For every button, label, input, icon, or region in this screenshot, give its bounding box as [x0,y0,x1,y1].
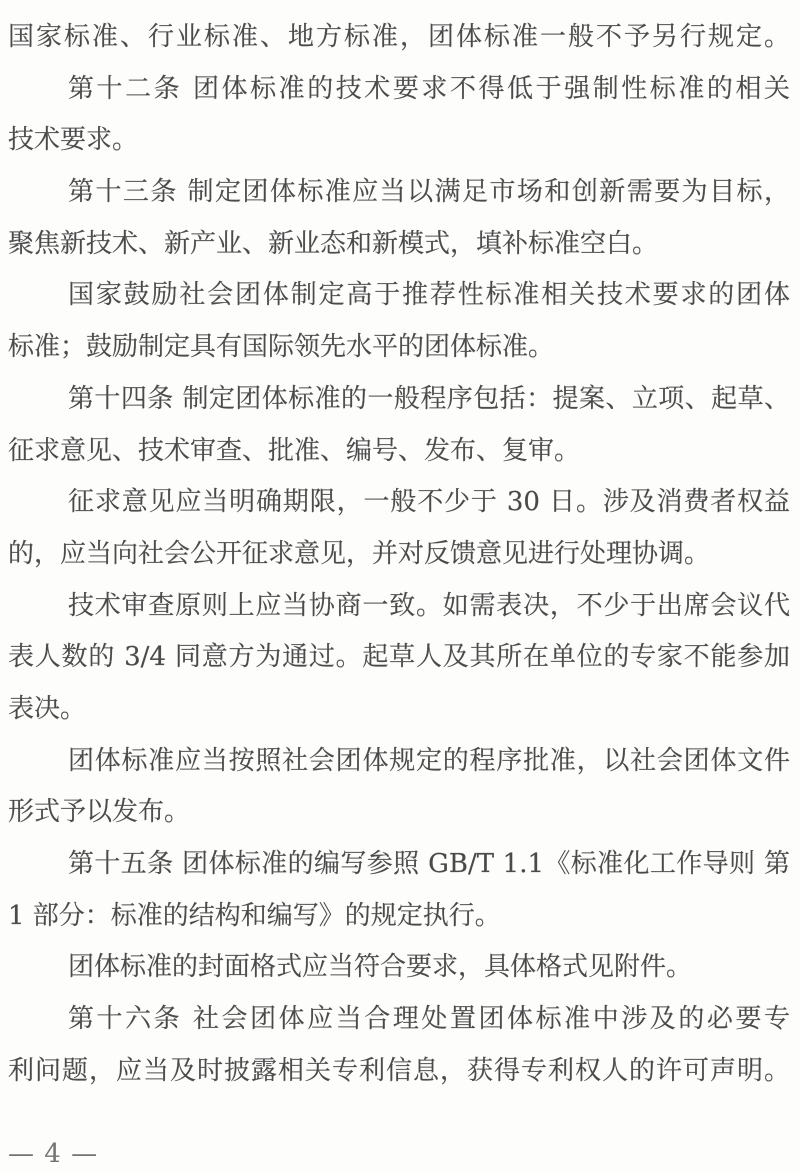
text-line: 利问题，应当及时披露相关专利信息，获得专利权人的许可声明。 [8,1055,790,1086]
text-line: 技术审查原则上应当协商一致。如需表决，不少于出席会议代 [68,590,790,621]
text-line: 第十三条 制定团体标准应当以满足市场和创新需要为目标， [68,177,790,208]
text-line: 团体标准的封面格式应当符合要求，具体格式见附件。 [68,952,693,983]
page-number: — 4 — [8,1139,99,1169]
text-line: 国家鼓励社会团体制定高于推荐性标准相关技术要求的团体 [68,280,790,311]
text-line: 征求意见应当明确期限，一般不少于 30 日。涉及消费者权益 [68,487,790,518]
text-line: 第十四条 制定团体标准的一般程序包括：提案、立项、起草、 [68,383,790,414]
text-line: 1 部分：标准的结构和编写》的规定执行。 [8,900,501,931]
text-line: 的，应当向社会公开征求意见，并对反馈意见进行处理协调。 [8,538,711,569]
text-line: 技术要求。 [8,125,139,156]
text-line: 表人数的 3/4 同意方为通过。起草人及其所在单位的专家不能参加 [8,642,790,673]
text-line: 第十六条 社会团体应当合理处置团体标准中涉及的必要专 [68,1004,790,1035]
text-line: 第十二条 团体标准的技术要求不得低于强制性标准的相关 [68,73,790,104]
text-line: 第十五条 团体标准的编写参照 GB/T 1.1《标准化工作导则 第 [68,849,790,879]
text-line: 国家标准、行业标准、地方标准，团体标准一般不予另行规定。 [8,22,790,52]
text-line: 标准；鼓励制定具有国际领先水平的团体标准。 [8,332,555,363]
text-line: 表决。 [8,693,87,724]
document-body [8,12,790,1097]
text-line: 征求意见、技术审查、批准、编号、发布、复审。 [8,435,581,466]
text-line: 聚焦新技术、新产业、新业态和新模式，填补标准空白。 [8,228,659,259]
text-line: 团体标准应当按照社会团体规定的程序批准，以社会团体文件 [68,745,790,776]
text-line: 形式予以发布。 [8,797,191,828]
